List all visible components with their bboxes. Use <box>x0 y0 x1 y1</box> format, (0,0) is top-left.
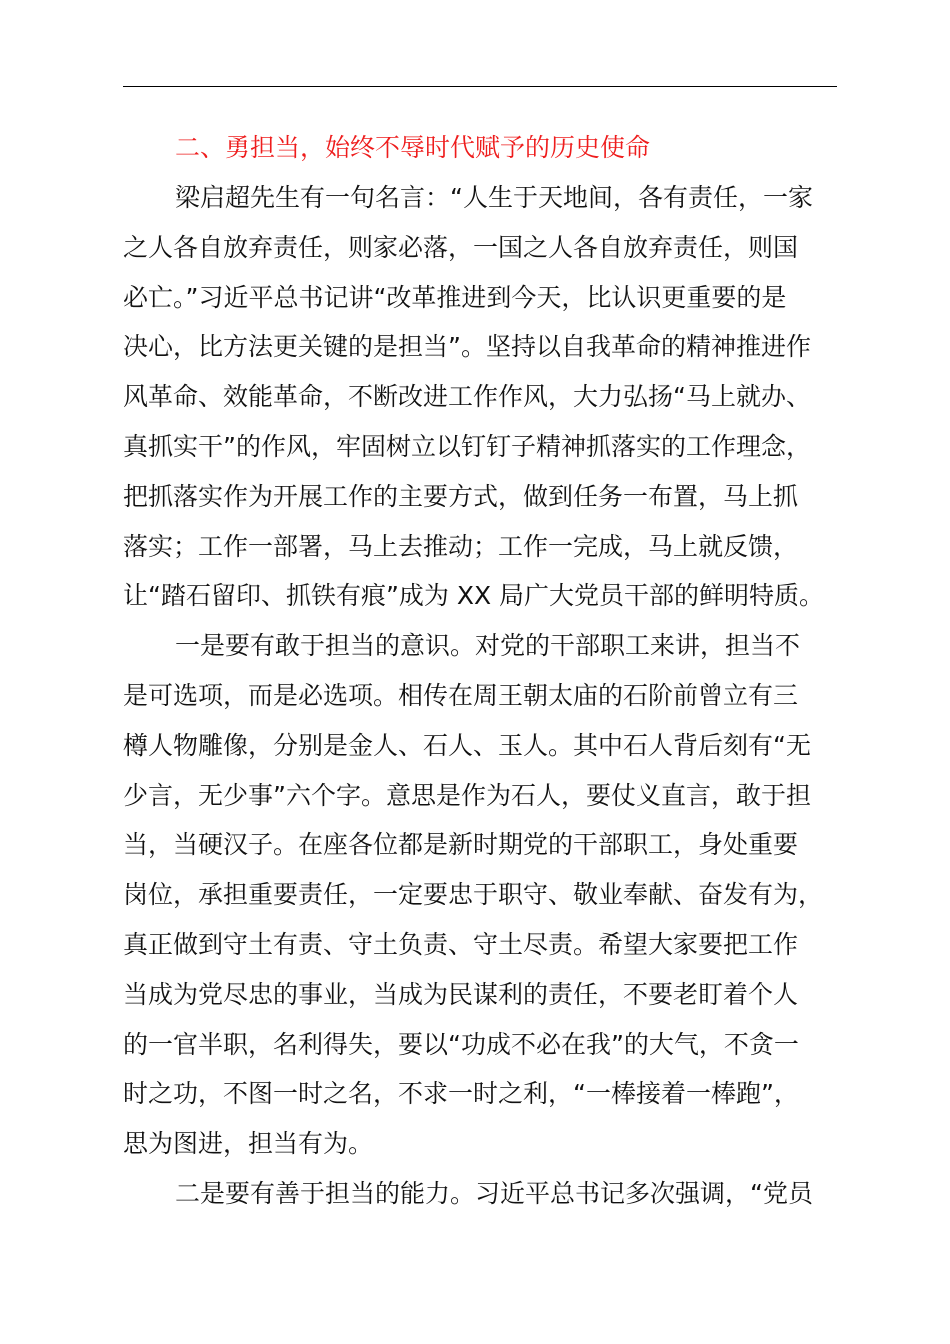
text-line: 把抓落实作为开展工作的主要方式，做到任务一布置，马上抓 <box>123 481 799 511</box>
document-body <box>123 123 837 1219</box>
text-line: 思为图进，担当有为。 <box>123 1129 374 1159</box>
text-line: 真正做到守土有责、守土负责、守土尽责。希望大家要把工作 <box>123 929 799 959</box>
text-line: 是可选项，而是必选项。相传在周王朝太庙的石阶前曾立有三 <box>123 680 799 710</box>
text-line: 岗位，承担重要责任，一定要忠于职守、敬业奉献、奋发有为， <box>123 880 824 910</box>
section-heading: 二、勇担当，始终不辱时代赋予的历史使命 <box>175 133 651 162</box>
text-line: 的一官半职，名利得失，要以“功成不必在我”的大气，不贪一 <box>123 1029 799 1059</box>
text-line: 少言，无少事”六个字。意思是作为石人，要仗义直言，敢于担 <box>123 780 811 810</box>
paragraph-3 <box>123 1169 837 1219</box>
text-line: 决心，比方法更关键的是担当”。坚持以自我革命的精神推进作 <box>123 332 811 362</box>
text-line: 之人各自放弃责任，则家必落，一国之人各自放弃责任，则国 <box>123 232 799 262</box>
text-line: 一是要有敢于担当的意识。对党的干部职工来讲，担当不 <box>175 631 801 661</box>
text-line: 樽人物雕像，分别是金人、石人、玉人。其中石人背后刻有“无 <box>123 730 811 760</box>
text-line: 真抓实干”的作风，牢固树立以钉钉子精神抓落实的工作理念， <box>123 431 811 461</box>
text-line: 让“踏石留印、抓铁有痕”成为 XX 局广大党员干部的鲜明特质。 <box>123 581 825 611</box>
text-line: 时之功，不图一时之名，不求一时之利，“一棒接着一棒跑”， <box>123 1079 799 1109</box>
text-line: 梁启超先生有一句名言：“人生于天地间，各有责任，一家 <box>175 183 813 212</box>
text-line: 风革命、效能革命，不断改进工作作风，大力弘扬“马上就办、 <box>123 382 811 412</box>
text-line: 当成为党尽忠的事业，当成为民谋利的责任，不要老盯着个人 <box>123 979 799 1009</box>
text-line: 落实；工作一部署，马上去推动；工作一完成，马上就反馈， <box>123 531 799 561</box>
text-line: 二是要有善于担当的能力。习近平总书记多次强调，“党员 <box>175 1178 813 1208</box>
header-rule <box>123 86 837 87</box>
paragraph-2 <box>123 621 837 1169</box>
paragraph-1 <box>123 173 837 621</box>
text-line: 当，当硬汉子。在座各位都是新时期党的干部职工，身处重要 <box>123 830 799 860</box>
text-line: 必亡。”习近平总书记讲“改革推进到今天，比认识更重要的是 <box>123 282 787 312</box>
